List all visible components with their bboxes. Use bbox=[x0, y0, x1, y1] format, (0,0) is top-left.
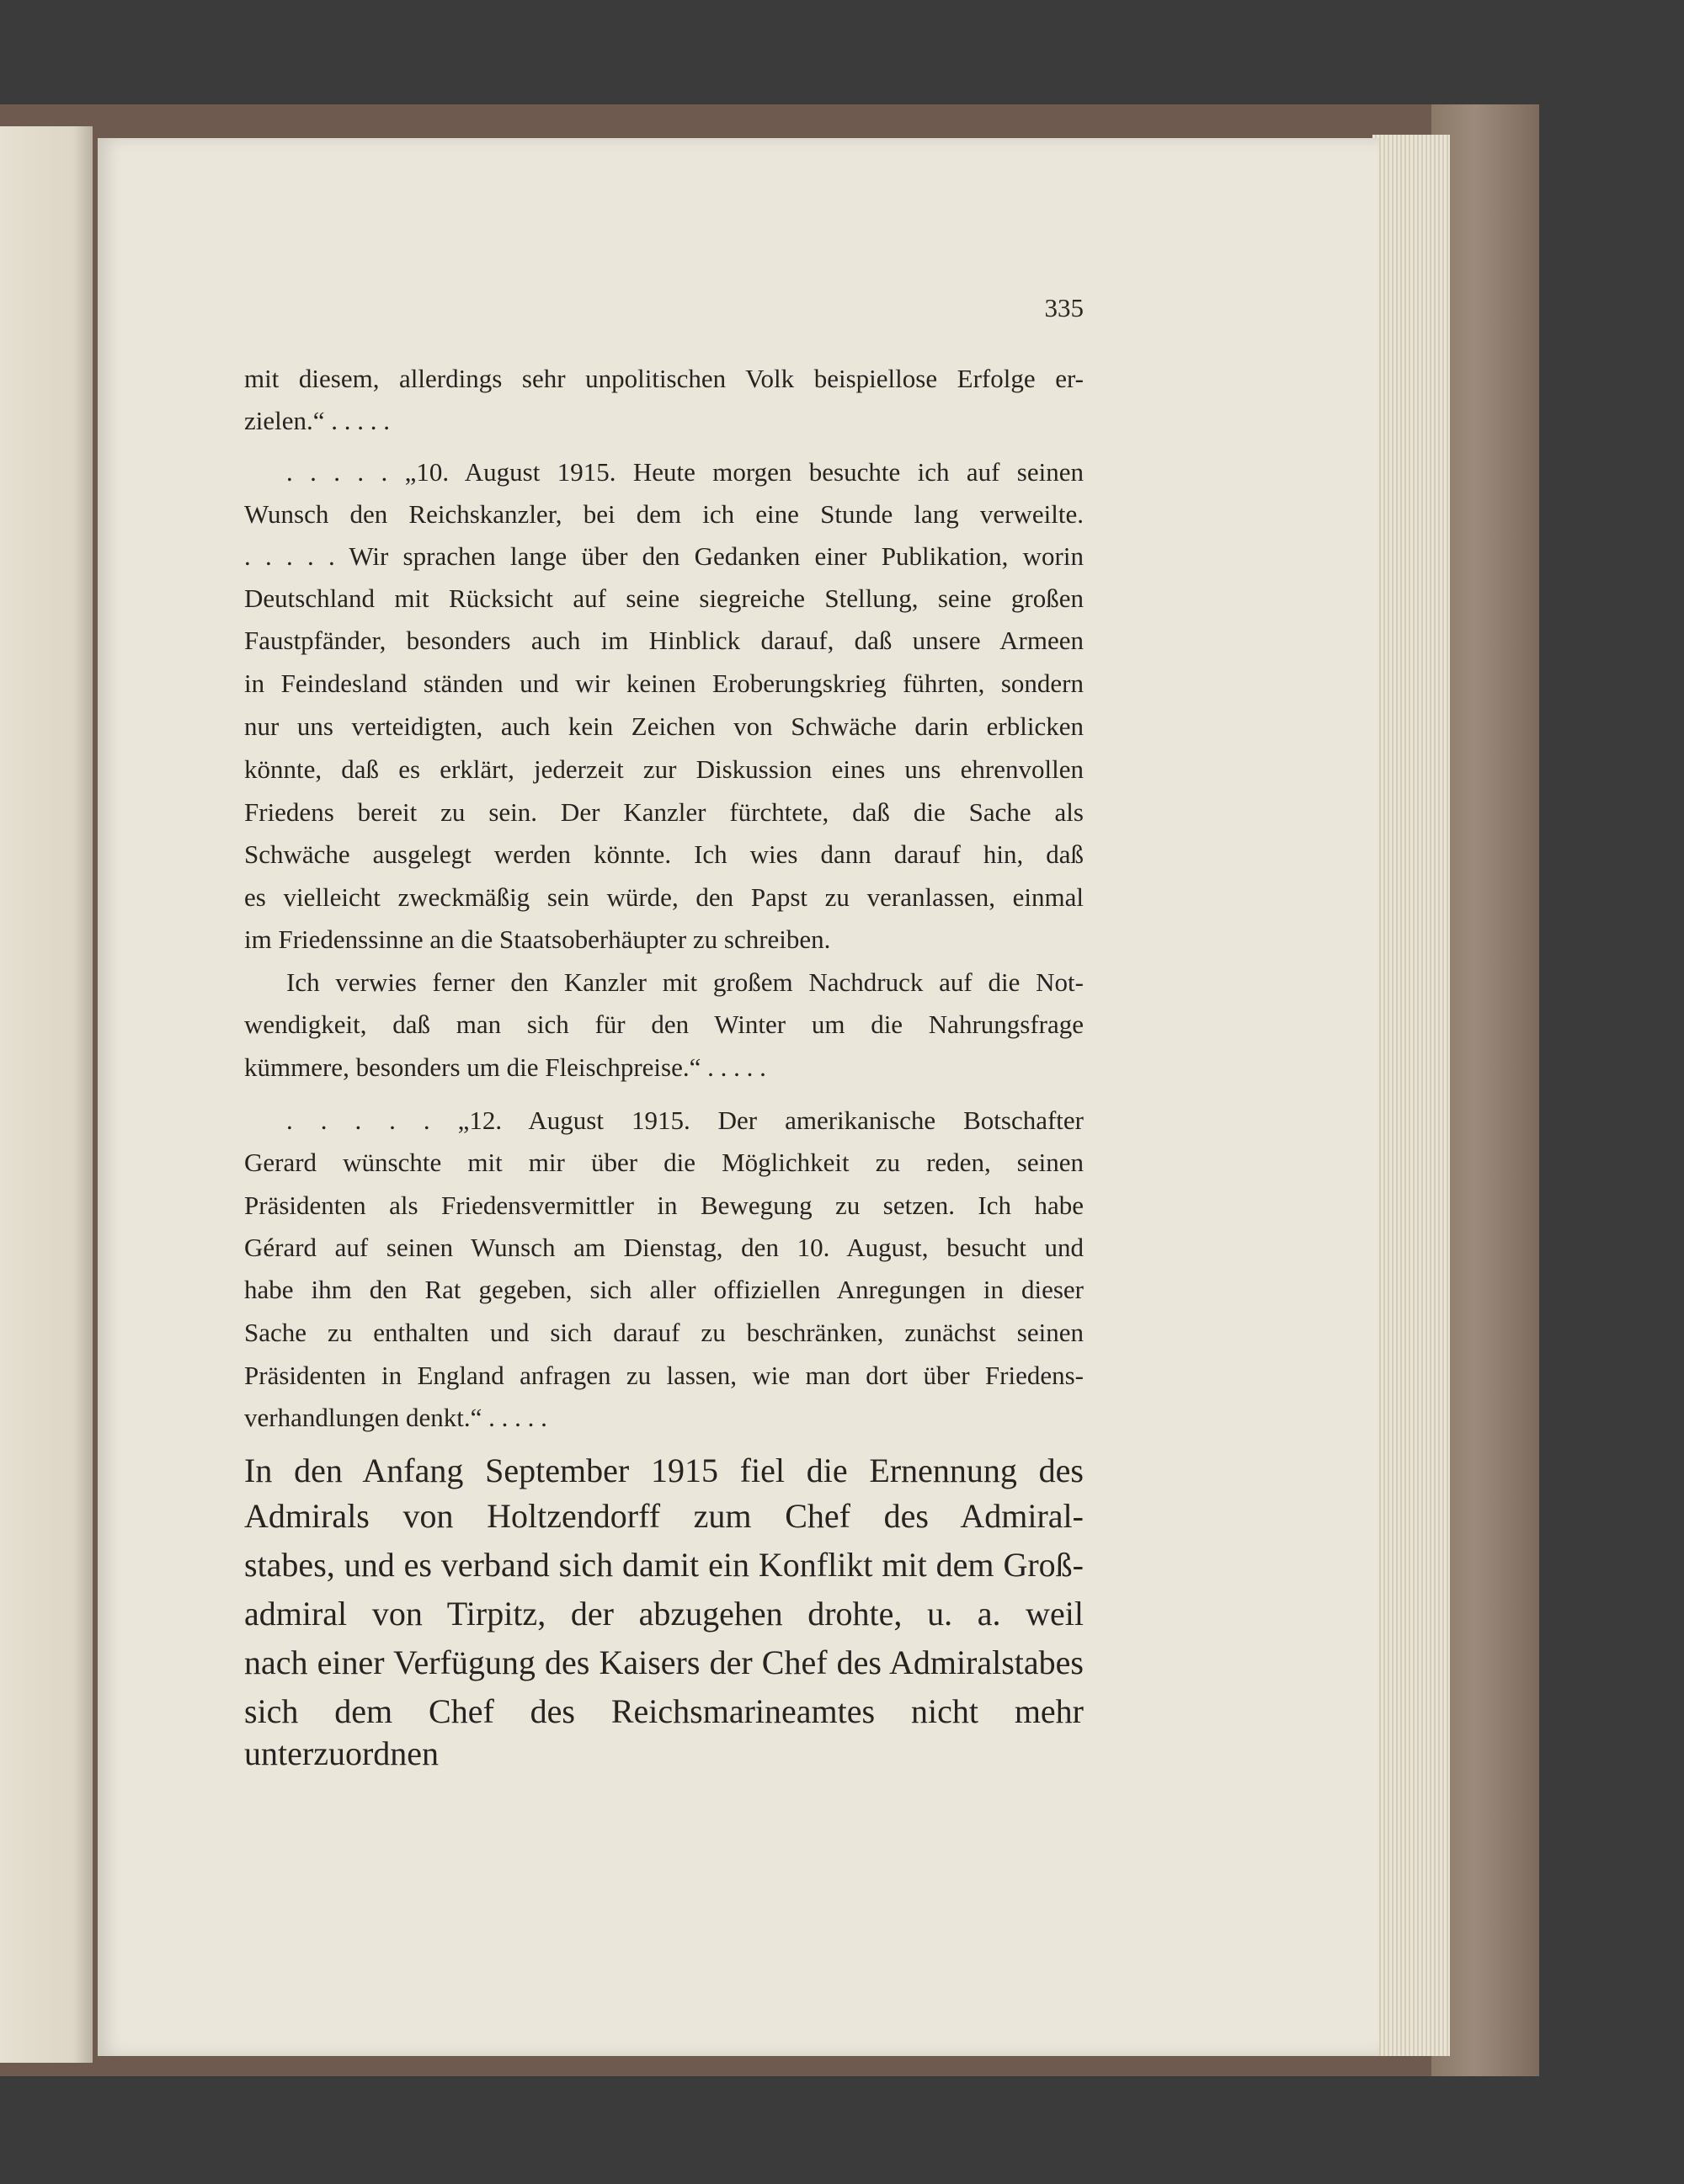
body-text-line-large: nach einer Verfügung des Kaisers der Chef des Admiralstabes bbox=[244, 1643, 1084, 1681]
body-text-line: kümmere, besonders um die Fleischpreise.“ . . . . . bbox=[244, 1052, 766, 1082]
body-text-line: in Feindesland ständen und wir keinen Eroberungskrieg führten, sondern bbox=[244, 669, 1084, 698]
body-text-line: Präsidenten als Friedensvermittler in Bewegung zu setzen. Ich habe bbox=[244, 1191, 1084, 1220]
body-text-line: mit diesem, allerdings sehr unpolitischen Volk beispiellose Erfolge er- bbox=[244, 364, 1084, 393]
body-text-line: Friedens bereit zu sein. Der Kanzler fürchtete, daß die Sache als bbox=[244, 797, 1084, 827]
page-edges bbox=[1372, 135, 1450, 2056]
body-text-line: nur uns verteidigten, auch kein Zeichen von Schwäche darin erblicken bbox=[244, 711, 1084, 741]
body-text-line-large: Admirals von Holtzendorff zum Chef des Admiral- bbox=[244, 1497, 1084, 1535]
page-number: 335 bbox=[1044, 293, 1084, 322]
body-text-line: habe ihm den Rat gegeben, sich aller offiziellen Anregungen in dieser bbox=[244, 1275, 1084, 1304]
body-text-line: . . . . . „12. August 1915. Der amerikanische Botschafter bbox=[286, 1105, 1084, 1135]
body-text-line: Sache zu enthalten und sich darauf zu beschränken, zunächst seinen bbox=[244, 1318, 1084, 1347]
body-text-line: verhandlungen denkt.“ . . . . . bbox=[244, 1403, 547, 1432]
left-page bbox=[0, 126, 93, 2063]
body-text-line: Gérard auf seinen Wunsch am Dienstag, den 10. August, besucht und bbox=[244, 1233, 1084, 1262]
body-text-line: im Friedenssinne an die Staatsoberhäupter zu schreiben. bbox=[244, 924, 831, 954]
body-text-line: Deutschland mit Rücksicht auf seine siegreiche Stellung, seine großen bbox=[244, 583, 1084, 613]
body-text-line: Gerard wünschte mit mir über die Möglichkeit zu reden, seinen bbox=[244, 1148, 1084, 1177]
body-text-line: Wunsch den Reichskanzler, bei dem ich eine Stunde lang verweilte. bbox=[244, 499, 1084, 529]
body-text-line: Ich verwies ferner den Kanzler mit großem Nachdruck auf die Not- bbox=[286, 967, 1084, 997]
body-text-line-large: sich dem Chef des Reichsmarineamtes nicht mehr unterzuordnen bbox=[244, 1692, 1084, 1772]
body-text-line: zielen.“ . . . . . bbox=[244, 406, 391, 435]
body-text-line: wendigkeit, daß man sich für den Winter um die Nahrungsfrage bbox=[244, 1009, 1084, 1039]
body-text-line: es vielleicht zweckmäßig sein würde, den Papst zu veranlassen, einmal bbox=[244, 882, 1084, 912]
body-text-line: . . . . . Wir sprachen lange über den Gedanken einer Publikation, worin bbox=[244, 541, 1084, 571]
body-text-line: könnte, daß es erklärt, jederzeit zur Diskussion eines uns ehrenvollen bbox=[244, 754, 1084, 784]
body-text-line: Schwäche ausgelegt werden könnte. Ich wies dann darauf hin, daß bbox=[244, 839, 1084, 869]
body-text-line: Faustpfänder, besonders auch im Hinblick darauf, daß unsere Armeen bbox=[244, 626, 1084, 655]
body-text-line: Präsidenten in England anfragen zu lassen, wie man dort über Friedens- bbox=[244, 1361, 1084, 1390]
body-text-line-large: In den Anfang September 1915 fiel die Ernennung des bbox=[244, 1452, 1084, 1489]
body-text-line-large: admiral von Tirpitz, der abzugehen drohte, u. a. weil bbox=[244, 1595, 1084, 1633]
body-text-line-large: stabes, und es verband sich damit ein Konflikt mit dem Groß- bbox=[244, 1546, 1084, 1584]
body-text-line: . . . . . „10. August 1915. Heute morgen besuchte ich auf seinen bbox=[286, 457, 1084, 487]
